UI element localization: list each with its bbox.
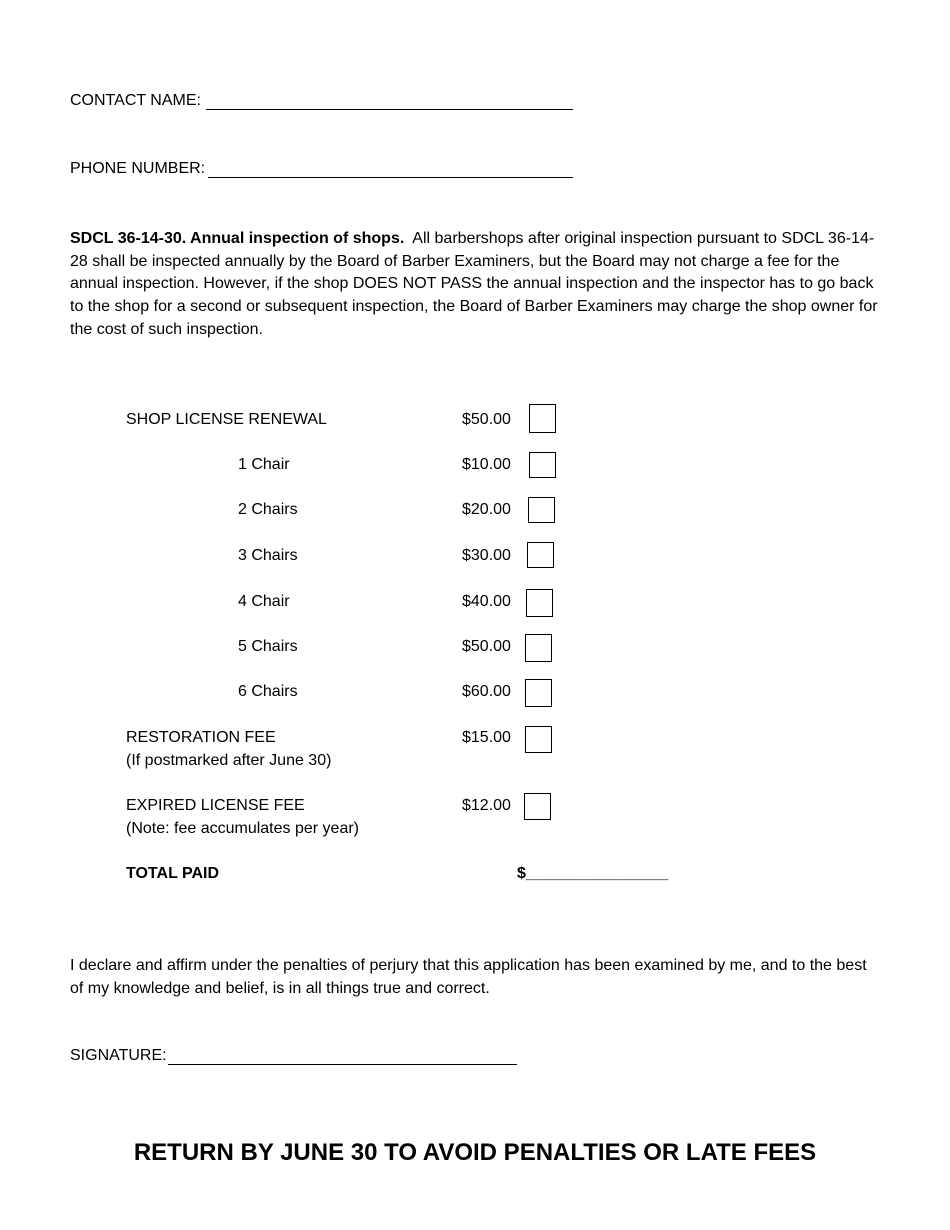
chair-6-label: 6 Chairs (238, 683, 298, 700)
total-paid-field[interactable]: $________________ (517, 865, 669, 882)
chair-5-label: 5 Chairs (238, 638, 298, 655)
chair-2-checkbox[interactable] (528, 497, 555, 523)
signature-field[interactable] (168, 1064, 517, 1065)
chair-3-amount: $30.00 (462, 547, 511, 564)
statute-body: All barbershops after original inspection pursuant to SDCL 36-14-28 shall be inspected annually by the Board of Barber Examiners, but the Board may not charge a fee for the annual inspection. However, if the shop DOES NOT PASS the annual inspection and the inspector has to go back to the shop for a second or subsequent inspection, the Board of Barber Examiners may charge the shop owner for the cost of such inspection. (70, 230, 878, 338)
chair-1-amount: $10.00 (462, 456, 511, 473)
phone-number-label: PHONE NUMBER: (70, 160, 206, 177)
chair-4-label: 4 Chair (238, 593, 290, 610)
chair-3-checkbox[interactable] (527, 542, 554, 568)
chair-2-label: 2 Chairs (238, 501, 298, 518)
contact-name-field[interactable] (206, 109, 573, 110)
contact-name-label: CONTACT NAME: (70, 92, 201, 109)
restoration-fee-checkbox[interactable] (525, 726, 552, 753)
restoration-fee-label: RESTORATION FEE (126, 729, 276, 746)
return-deadline-notice: RETURN BY JUNE 30 TO AVOID PENALTIES OR LATE FEES (133, 1139, 817, 1166)
statute-paragraph (70, 228, 882, 342)
expired-license-fee-amount: $12.00 (462, 797, 511, 814)
shop-license-renewal-amount: $50.00 (462, 411, 511, 428)
chair-5-checkbox[interactable] (525, 634, 552, 662)
total-paid-label: TOTAL PAID (126, 865, 220, 882)
expired-license-fee-label: EXPIRED LICENSE FEE (126, 797, 305, 814)
chair-5-amount: $50.00 (462, 638, 511, 655)
expired-license-fee-note: (Note: fee accumulates per year) (126, 820, 359, 837)
chair-1-checkbox[interactable] (529, 452, 556, 478)
phone-number-field[interactable] (208, 177, 573, 178)
chair-3-label: 3 Chairs (238, 547, 298, 564)
chair-4-amount: $40.00 (462, 593, 511, 610)
chair-6-amount: $60.00 (462, 683, 511, 700)
restoration-fee-amount: $15.00 (462, 729, 511, 746)
shop-license-renewal-checkbox[interactable] (529, 404, 556, 433)
shop-license-renewal-label: SHOP LICENSE RENEWAL (126, 411, 327, 428)
signature-label: SIGNATURE: (70, 1047, 167, 1064)
declaration-text: I declare and affirm under the penalties of perjury that this application has been examined by me, and to the best of my knowledge and belief, is in all things true and correct. (70, 957, 867, 997)
chair-6-checkbox[interactable] (525, 679, 552, 707)
chair-4-checkbox[interactable] (526, 589, 553, 617)
chair-1-label: 1 Chair (238, 456, 290, 473)
restoration-fee-note: (If postmarked after June 30) (126, 752, 332, 769)
expired-license-fee-checkbox[interactable] (524, 793, 551, 820)
chair-2-amount: $20.00 (462, 501, 511, 518)
statute-heading: SDCL 36-14-30. Annual inspection of shops. (70, 230, 405, 247)
